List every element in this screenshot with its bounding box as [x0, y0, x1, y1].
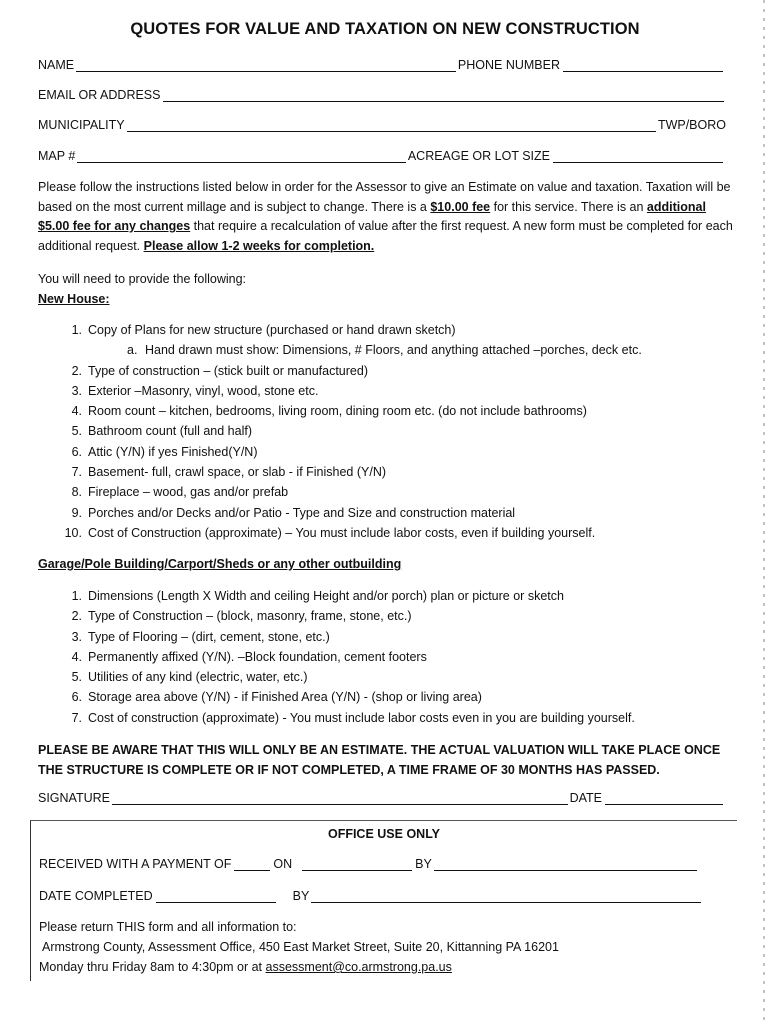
municipality-row [38, 118, 726, 132]
acreage-field[interactable] [553, 150, 723, 163]
item-text: Type of construction – (stick built or manufactured) [88, 363, 368, 378]
garage-item [60, 687, 740, 707]
item-number: 3. [71, 383, 82, 398]
garage-item [60, 708, 740, 728]
item-number: 1. [71, 589, 82, 603]
provide-text: You will need to provide the following: [38, 272, 247, 286]
item-text: Copy of Plans for new structure (purchased or hand drawn sketch) [88, 323, 456, 337]
form-title: QUOTES FOR VALUE AND TAXATION ON NEW CONSTRUCTION [130, 20, 640, 38]
date-completed-row [39, 889, 703, 903]
garage-item [60, 586, 740, 606]
name-field[interactable] [76, 59, 456, 72]
item-text: Permanently affixed (Y/N). –Block foundation, cement footers [88, 649, 427, 664]
signature-label: SIGNATURE [38, 791, 110, 805]
item-text: Exterior –Masonry, vinyl, wood, stone etc. [88, 383, 319, 398]
item-text: Storage area above (Y/N) - if Finished Area (Y/N) - (shop or living area) [88, 690, 482, 705]
signature-row [38, 791, 726, 805]
item-text: Attic (Y/N) if yes Finished(Y/N) [88, 444, 258, 459]
new-house-item [60, 503, 740, 523]
office-use-title: OFFICE USE ONLY [327, 827, 441, 841]
item-number: 6. [71, 444, 82, 459]
item-number: 10. [64, 525, 82, 540]
scan-edge-mark [763, 0, 765, 1024]
garage-heading: Garage/Pole Building/Carport/Sheds or any other outbuilding [38, 557, 402, 571]
new-house-item [60, 340, 740, 360]
name-row [38, 58, 726, 72]
phone-field[interactable] [563, 59, 723, 72]
item-text: Utilities of any kind (electric, water, etc.) [88, 670, 308, 685]
item-text: Cost of construction (approximate) - You must include labor costs even in you are building yourself. [88, 710, 635, 725]
intro-text-3: that require a recalculation of value after the first request. A new form must be completed for each additional request. [38, 219, 733, 253]
item-number: 5. [71, 670, 82, 685]
by-label: BY [415, 857, 432, 871]
on-date-field[interactable] [302, 858, 412, 871]
item-number: 4. [71, 649, 82, 664]
item-number: 9. [71, 505, 82, 520]
intro-text-2: for this service. There is an [490, 199, 647, 214]
item-text: Type of Construction – (block, masonry, frame, stone, etc.) [88, 609, 412, 624]
new-house-item [60, 482, 740, 502]
item-number: 8. [71, 485, 82, 500]
office-email-link[interactable]: assessment@co.armstrong.pa.us [265, 960, 452, 974]
item-text: Hand drawn must show: Dimensions, # Floors, and anything attached –porches, deck etc. [145, 343, 642, 358]
received-row [39, 857, 699, 871]
received-label: RECEIVED WITH A PAYMENT OF [39, 857, 232, 871]
item-number: 6. [71, 690, 82, 705]
completed-by-field[interactable] [311, 890, 701, 903]
date-completed-label: DATE COMPLETED [39, 889, 153, 903]
item-text: Fireplace – wood, gas and/or prefab [88, 485, 289, 500]
new-house-item [60, 401, 740, 421]
garage-item [60, 627, 740, 647]
item-text: Cost of Construction (approximate) – You must include labor costs, even if building yourself. [88, 525, 596, 540]
new-house-item [60, 361, 740, 381]
garage-list [60, 586, 740, 728]
item-text: Basement- full, crawl space, or slab - if Finished (Y/N) [88, 465, 387, 480]
office-hours-line [39, 957, 734, 977]
item-number: 2. [71, 363, 82, 378]
item-number: 7. [71, 465, 82, 480]
acreage-label: ACREAGE OR LOT SIZE [407, 149, 550, 163]
item-text: Dimensions (Length X Width and ceiling Height and/or porch) plan or picture or sketch [88, 589, 564, 603]
new-house-item [60, 462, 740, 482]
map-label: MAP # [38, 149, 76, 163]
email-row [38, 88, 726, 102]
item-text: Porches and/or Decks and/or Patio - Type and Size and construction material [88, 505, 516, 520]
signature-field[interactable] [112, 792, 568, 805]
on-label: ON [273, 857, 293, 871]
item-number: 5. [71, 424, 82, 439]
new-house-item [60, 523, 740, 543]
estimate-warning: PLEASE BE AWARE THAT THIS WILL ONLY BE AN ESTIMATE. THE ACTUAL VALUATION WILL TAKE PLACE ONCE THE STRUCTURE IS COMPLETE OR IF NOT COMPLETED, A TIME FRAME OF 30 MONTHS HAS PASSED. [38, 743, 721, 777]
item-number: 4. [71, 404, 82, 419]
intro-text-1: Please follow the instructions listed below in order for the Assessor to give an Estimate on value and taxation. Taxation will be based on the most current millage and is subject to change. There is a [38, 180, 731, 214]
garage-item [60, 647, 740, 667]
phone-label: PHONE NUMBER [457, 58, 560, 72]
email-label: EMAIL OR ADDRESS [38, 88, 161, 102]
item-text: Bathroom count (full and half) [88, 424, 252, 439]
garage-item [60, 667, 740, 687]
item-number: a. [127, 343, 138, 358]
name-label: NAME [38, 58, 75, 72]
garage-item [60, 606, 740, 626]
map-row [38, 149, 726, 163]
return-block [39, 917, 734, 977]
allow-weeks-text: Please allow 1-2 weeks for completion. [143, 238, 375, 253]
office-hours: Monday thru Friday 8am to 4:30pm or at [39, 960, 266, 974]
instructions-paragraph [38, 178, 733, 256]
payment-field[interactable] [234, 858, 270, 871]
map-field[interactable] [77, 150, 406, 163]
office-address: Armstrong County, Assessment Office, 450 East Market Street, Suite 20, Kittanning PA 16201 [42, 940, 559, 954]
municipality-field[interactable] [127, 119, 656, 132]
new-house-item [60, 442, 740, 462]
item-number: 1. [71, 323, 82, 337]
date-field[interactable] [605, 792, 723, 805]
date-completed-field[interactable] [156, 890, 276, 903]
received-by-field[interactable] [434, 858, 697, 871]
new-house-item [60, 320, 740, 340]
office-use-box [30, 820, 737, 981]
item-number: 2. [71, 609, 82, 624]
new-house-heading: New House: [38, 292, 110, 306]
additional-fee-text: additional $5.00 fee for any changes [38, 199, 706, 233]
fee-text: $10.00 fee [430, 199, 491, 214]
return-text: Please return THIS form and all information to: [39, 920, 297, 934]
date-label: DATE [569, 791, 602, 805]
by2-label: BY [292, 889, 310, 903]
new-house-item [60, 421, 740, 441]
municipality-label: MUNICIPALITY [38, 118, 125, 132]
email-field[interactable] [163, 89, 725, 102]
item-number: 3. [71, 629, 82, 644]
item-text: Type of Flooring – (dirt, cement, stone, etc.) [88, 629, 330, 644]
item-text: Room count – kitchen, bedrooms, living room, dining room etc. (do not include bathrooms) [88, 404, 587, 419]
new-house-item [60, 381, 740, 401]
new-house-list [60, 320, 740, 543]
twp-label: TWP/BORO [657, 118, 726, 132]
item-number: 7. [71, 710, 82, 725]
